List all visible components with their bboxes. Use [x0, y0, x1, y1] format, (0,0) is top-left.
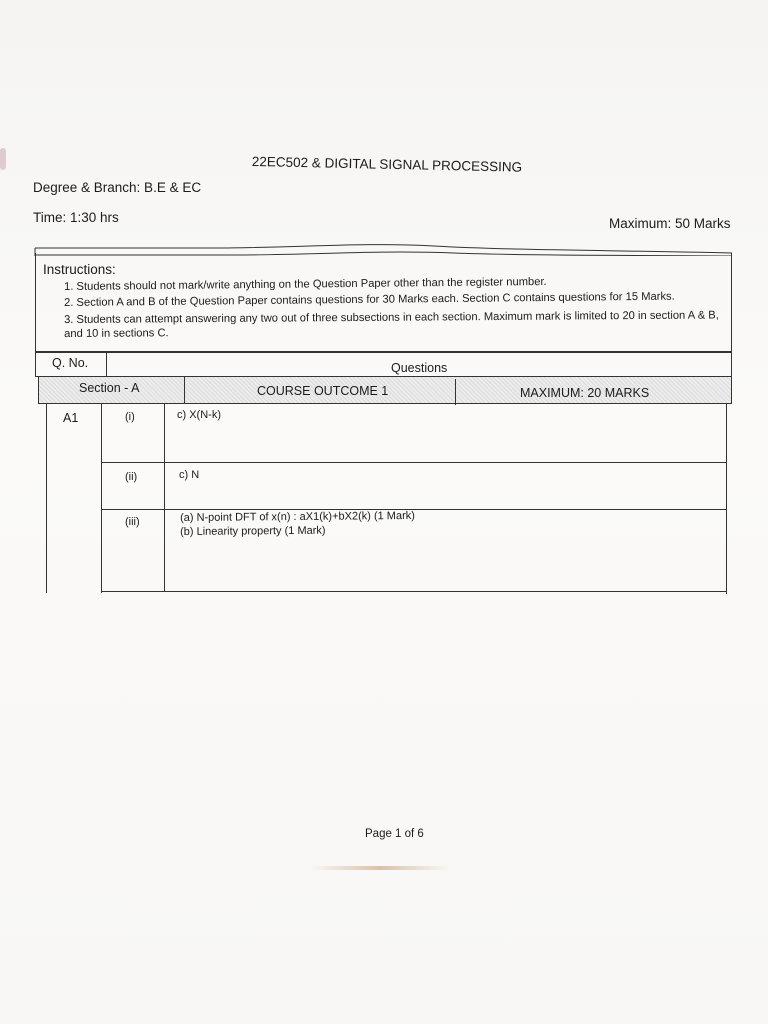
question-number: A1: [63, 411, 79, 425]
column-divider: [164, 404, 165, 592]
edge-mark: [0, 148, 6, 170]
row-divider: [101, 591, 727, 592]
questions-header: Questions: [391, 361, 448, 375]
answer-text: c) X(N-k): [177, 409, 221, 421]
instruction-item: 1. Students should not mark/write anything on the Question Paper other than the register number.: [64, 275, 547, 293]
instructions-heading: Instructions:: [43, 262, 116, 277]
table-border-left: [46, 403, 47, 593]
maximum-marks: Maximum: 50 Marks: [609, 216, 731, 231]
page-number: Page 1 of 6: [365, 828, 424, 840]
subquestion-number: (i): [125, 411, 135, 423]
exam-time: Time: 1:30 hrs: [33, 210, 119, 225]
section-maximum: MAXIMUM: 20 MARKS: [520, 386, 650, 400]
section-divider: [184, 377, 185, 404]
instruction-item: 2. Section A and B of the Question Paper contains questions for 30 Marks each. Section C contains questions for 15 Marks.: [64, 290, 675, 309]
table-border-right: [726, 404, 727, 594]
section-divider: [455, 379, 456, 405]
answer-text: c) N: [179, 469, 200, 481]
section-label: Section - A: [79, 381, 140, 395]
header-divider: [106, 351, 107, 377]
paper-smudge: [310, 866, 450, 870]
table-header-row: [35, 351, 732, 377]
degree-branch: Degree & Branch: B.E & EC: [33, 180, 202, 195]
subquestion-number: (iii): [125, 516, 140, 528]
answer-text: (a) N-point DFT of x(n) : aX1(k)+bX2(k) (1 Mark): [180, 509, 415, 524]
instruction-item: 3. Students can attempt answering any two out of three subsections in each section. Maximum mark is limited to 20 in section A & B, and 10 in sections C.: [64, 309, 719, 340]
course-outcome: COURSE OUTCOME 1: [257, 384, 389, 398]
subquestion-number: (ii): [125, 471, 138, 483]
column-divider: [101, 403, 102, 593]
answer-text: (b) Linearity property (1 Mark): [180, 524, 326, 538]
qno-header: Q. No.: [52, 356, 89, 370]
paper-title: 22EC502 & DIGITAL SIGNAL PROCESSING: [251, 154, 523, 175]
row-divider: [101, 462, 727, 463]
